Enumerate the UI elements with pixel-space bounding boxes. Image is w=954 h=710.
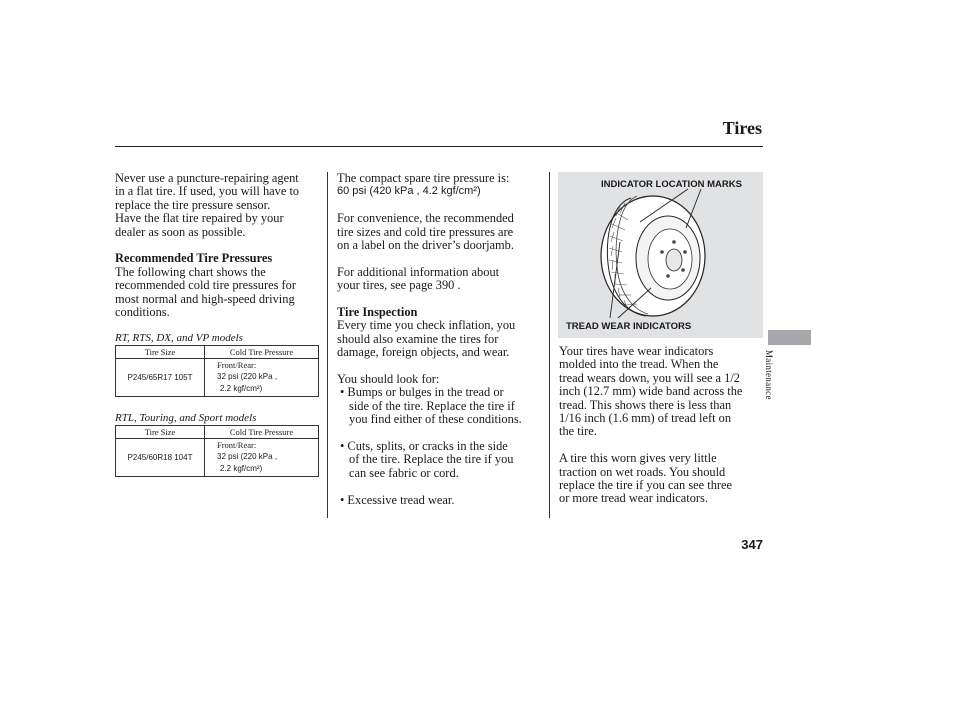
pressure-cell bbox=[205, 439, 319, 477]
bullet-item bbox=[337, 386, 547, 426]
bullet-line: side of the tire. Replace the tire if bbox=[349, 398, 515, 413]
bullet-line: • Bumps or bulges in the tread or bbox=[340, 385, 504, 400]
intro-line: in a flat tire. If used, you will have to bbox=[115, 184, 300, 199]
traction-line: replace the tire if you can see three bbox=[559, 478, 733, 493]
column-1 bbox=[115, 172, 323, 319]
wear-line: inch (12.7 mm) wide band across the bbox=[559, 384, 743, 399]
pressure-table-2 bbox=[115, 411, 321, 477]
column-2 bbox=[337, 172, 547, 507]
table-caption: RT, RTS, DX, and VP models bbox=[115, 332, 243, 344]
wear-line: tread wears down, you will see a 1/2 bbox=[559, 370, 740, 385]
section-tab-label bbox=[764, 350, 778, 420]
title-rule bbox=[115, 146, 763, 147]
bullet-line: • Excessive tread wear. bbox=[340, 492, 455, 507]
inspection-line: damage, foreign objects, and wear. bbox=[337, 345, 510, 360]
more-info-line: your tires, see page 390 . bbox=[337, 278, 461, 293]
section-tab-text: Maintenance bbox=[764, 350, 774, 400]
intro-line: Never use a puncture-repairing agent bbox=[115, 171, 299, 185]
wear-line: Your tires have wear indicators bbox=[559, 344, 714, 358]
intro-line: replace the tire pressure sensor. bbox=[115, 197, 271, 212]
convenience-line: For convenience, the recommended bbox=[337, 211, 514, 226]
tire-illustration bbox=[558, 172, 763, 338]
tire-size-cell: P245/65R17 105T bbox=[116, 359, 205, 397]
bullet-item bbox=[337, 494, 547, 507]
rec-line: conditions. bbox=[115, 305, 170, 320]
intro-line: Have the flat tire repaired by your bbox=[115, 211, 284, 226]
bullet-item bbox=[337, 440, 547, 480]
rec-line: The following chart shows the bbox=[115, 264, 266, 279]
tread-wear-indicators-label: TREAD WEAR INDICATORS bbox=[566, 321, 692, 332]
column-divider-2 bbox=[549, 172, 550, 518]
traction-line: traction on wet roads. You should bbox=[559, 464, 726, 479]
wear-line: tread. This shows there is less than bbox=[559, 397, 732, 412]
pressure-label: Front/Rear: bbox=[217, 440, 257, 450]
tire-icon bbox=[558, 172, 763, 338]
section-tab-marker bbox=[768, 330, 811, 345]
more-info-line: For additional information about bbox=[337, 264, 500, 279]
tire-size-cell: P245/60R18 104T bbox=[116, 439, 205, 477]
look-for-line: You should look for: bbox=[337, 372, 440, 387]
bullet-line: can see fabric or cord. bbox=[349, 465, 459, 480]
bullet-line: of the tire. Replace the tire if you bbox=[349, 452, 514, 467]
wear-line: the tire. bbox=[559, 424, 597, 439]
traction-line: or more tread wear indicators. bbox=[559, 491, 708, 506]
convenience-line: on a label on the driver’s doorjamb. bbox=[337, 238, 514, 253]
bullet-line: you find either of these conditions. bbox=[349, 412, 522, 427]
column-3 bbox=[559, 345, 765, 506]
page-number: 347 bbox=[741, 537, 763, 552]
pressure-value: 32 psi (220 kPa , bbox=[217, 372, 278, 381]
rec-line: most normal and high-speed driving bbox=[115, 291, 295, 306]
tire-inspection-heading: Tire Inspection bbox=[337, 305, 418, 320]
rec-line: recommended cold tire pressures for bbox=[115, 278, 296, 293]
convenience-line: tire sizes and cold tire pressures are bbox=[337, 224, 514, 239]
bullet-line: • Cuts, splits, or cracks in the side bbox=[340, 439, 508, 454]
pressure-value: 32 psi (220 kPa , bbox=[217, 452, 278, 461]
pressure-label: Front/Rear: bbox=[217, 360, 257, 370]
pressure-value: 2.2 kgf/cm²) bbox=[220, 464, 263, 473]
table-header-pressure: Cold Tire Pressure bbox=[205, 426, 319, 439]
column-divider-1 bbox=[327, 172, 328, 518]
page-title: Tires bbox=[722, 118, 762, 138]
pressure-table-1 bbox=[115, 331, 321, 397]
pressure-cell bbox=[205, 359, 319, 397]
pressure-value: 2.2 kgf/cm²) bbox=[220, 384, 263, 393]
table-caption: RTL, Touring, and Sport models bbox=[115, 412, 257, 424]
inspection-line: should also examine the tires for bbox=[337, 331, 499, 346]
spare-pressure-value: 60 psi (420 kPa , 4.2 kgf/cm²) bbox=[337, 185, 481, 198]
wear-line: molded into the tread. When the bbox=[559, 357, 719, 372]
table-header-size: Tire Size bbox=[116, 346, 205, 359]
indicator-location-marks-label: INDICATOR LOCATION MARKS bbox=[601, 179, 742, 190]
recommended-pressures-heading: Recommended Tire Pressures bbox=[115, 251, 273, 266]
wear-line: 1/16 inch (1.6 mm) of tread left on bbox=[559, 411, 732, 426]
spare-line: The compact spare tire pressure is: bbox=[337, 171, 510, 185]
table-header-pressure: Cold Tire Pressure bbox=[205, 346, 319, 359]
inspection-line: Every time you check inflation, you bbox=[337, 318, 516, 333]
intro-line: dealer as soon as possible. bbox=[115, 224, 246, 239]
traction-line: A tire this worn gives very little bbox=[559, 451, 717, 466]
table-header-size: Tire Size bbox=[116, 426, 205, 439]
